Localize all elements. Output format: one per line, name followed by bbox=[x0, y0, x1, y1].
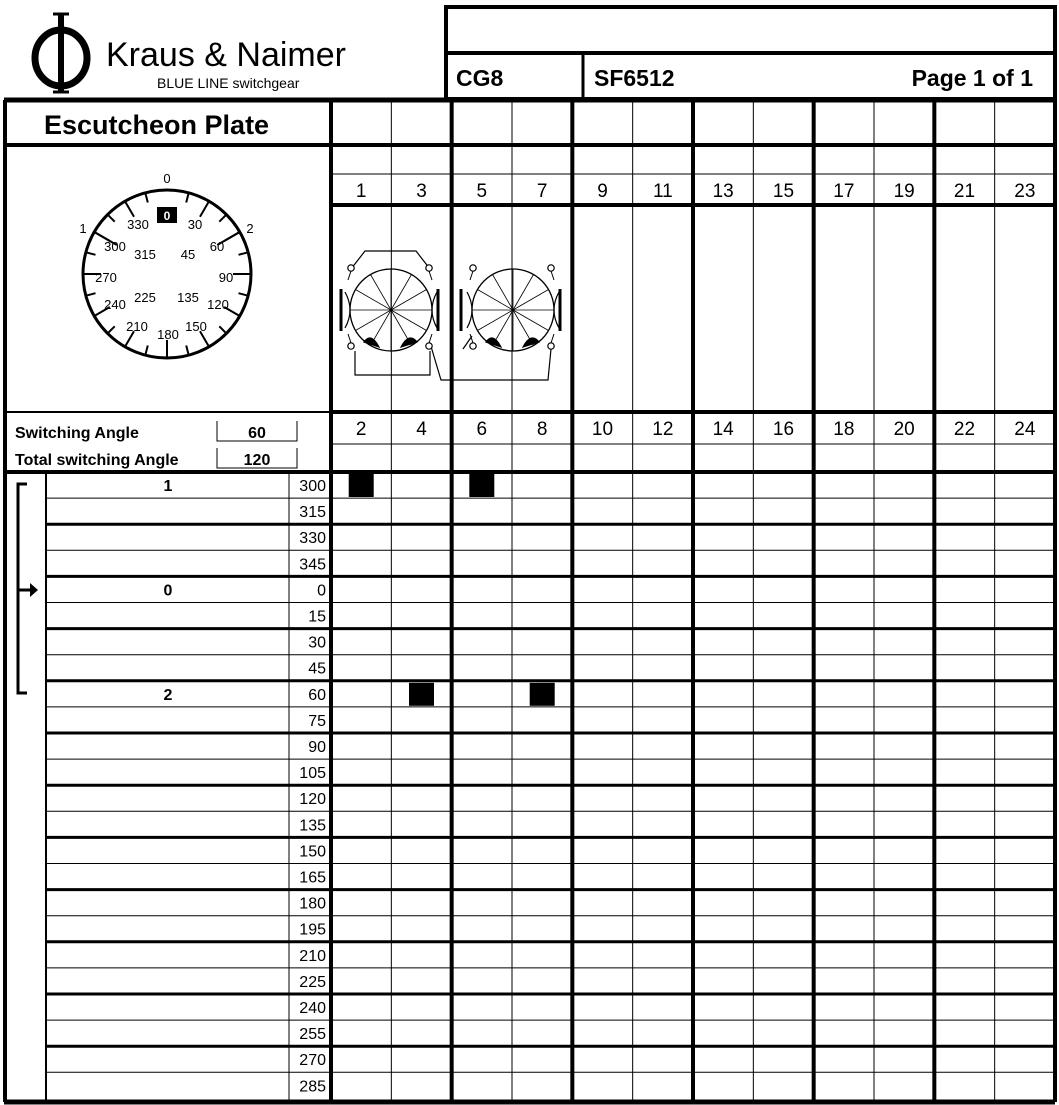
terminal-top-label: 17 bbox=[833, 181, 855, 202]
wire bbox=[351, 251, 430, 269]
position-angle: 75 bbox=[308, 712, 326, 730]
terminal-top-label: 3 bbox=[416, 181, 427, 202]
terminal-bottom-label: 8 bbox=[536, 419, 548, 440]
dial-angle-label: 315 bbox=[134, 247, 156, 262]
position-angle: 315 bbox=[299, 504, 326, 522]
terminal-point bbox=[426, 343, 432, 349]
terminal-point bbox=[426, 265, 432, 271]
position-angle: 255 bbox=[299, 1026, 326, 1044]
terminal-top-label: 7 bbox=[536, 181, 548, 202]
switch-range-bracket bbox=[17, 484, 38, 693]
dial-angle-label: 240 bbox=[104, 297, 126, 312]
terminal-top-label: 23 bbox=[1014, 181, 1036, 202]
dial-tick bbox=[108, 326, 115, 333]
brand-logo bbox=[35, 14, 346, 92]
position-angle: 60 bbox=[308, 686, 326, 704]
dial-tick bbox=[200, 201, 209, 217]
wire bbox=[355, 351, 430, 375]
page-indicator: Page 1 of 1 bbox=[911, 65, 1033, 91]
dial-angle-label: 180 bbox=[157, 327, 179, 342]
terminal-bottom-label: 6 bbox=[476, 419, 488, 440]
dial-off-marker-label: 0 bbox=[163, 209, 171, 223]
terminal-bottom-label: 12 bbox=[652, 419, 674, 440]
position-angle: 180 bbox=[299, 895, 326, 913]
terminal-top-label: 21 bbox=[953, 181, 976, 202]
position-label: 2 bbox=[163, 686, 173, 704]
dial-tick bbox=[219, 215, 226, 222]
dial-tick bbox=[219, 326, 226, 333]
dial-angle-label: 90 bbox=[218, 270, 234, 285]
dial-angle-label: 135 bbox=[177, 290, 199, 305]
position-angle: 15 bbox=[308, 608, 326, 626]
terminal-top-label: 11 bbox=[652, 181, 673, 202]
position-angle: 105 bbox=[299, 765, 326, 783]
dial-angle-label: 120 bbox=[207, 297, 229, 312]
dial-angle-label: 45 bbox=[180, 247, 196, 262]
switching-angle-label: Switching Angle bbox=[15, 425, 139, 442]
terminal-top-label: 5 bbox=[476, 181, 488, 202]
dial-tick bbox=[145, 346, 148, 356]
terminal-top-label: 1 bbox=[355, 181, 367, 202]
dial-tick bbox=[86, 293, 96, 296]
terminal-point bbox=[470, 265, 476, 271]
dial-tick bbox=[186, 193, 189, 203]
brand-name: Kraus & Naimer bbox=[106, 36, 346, 74]
position-angle: 345 bbox=[299, 556, 326, 574]
dial-angle-label: 330 bbox=[127, 217, 149, 232]
dial-angle-label: 210 bbox=[126, 319, 148, 334]
position-angle: 30 bbox=[308, 634, 326, 652]
terminal-point bbox=[348, 265, 354, 271]
position-angle: 120 bbox=[299, 791, 326, 809]
contact-wafer bbox=[467, 265, 559, 351]
series-code: CG8 bbox=[456, 65, 504, 91]
dial-position-0: 0 bbox=[163, 171, 171, 186]
position-angle: 90 bbox=[308, 739, 326, 756]
terminal-top-label: 19 bbox=[893, 181, 915, 202]
position-label: 0 bbox=[163, 582, 173, 600]
escutcheon-title: Escutcheon Plate bbox=[44, 110, 270, 140]
position-angle: 300 bbox=[299, 478, 326, 495]
dial-angle-label: 270 bbox=[95, 270, 117, 285]
left-panel-frame bbox=[4, 100, 1055, 1102]
total-switching-angle-label: Total switching Angle bbox=[15, 452, 179, 469]
position-angle: 330 bbox=[299, 530, 326, 548]
dial-angle-label: 60 bbox=[209, 239, 225, 254]
dial-position-1: 1 bbox=[79, 221, 87, 236]
escutcheon-dial bbox=[79, 171, 253, 358]
closed-contact-mark bbox=[349, 474, 374, 497]
wire bbox=[430, 343, 551, 380]
position-angle: 45 bbox=[308, 660, 326, 678]
switching-angle-value: 60 bbox=[248, 425, 266, 442]
position-angle: 240 bbox=[299, 1000, 326, 1017]
position-angle: 225 bbox=[299, 973, 326, 991]
position-label: 1 bbox=[163, 478, 173, 495]
dial-position-2: 2 bbox=[246, 221, 254, 236]
brand-tagline: BLUE LINE switchgear bbox=[157, 75, 300, 91]
dial-tick bbox=[108, 215, 115, 222]
closed-contact-mark bbox=[469, 474, 494, 497]
position-angle: 165 bbox=[299, 869, 326, 887]
position-angle: 150 bbox=[299, 843, 326, 861]
dial-angle-label: 225 bbox=[134, 290, 156, 305]
dial-angle-label: 300 bbox=[104, 239, 126, 254]
terminal-point bbox=[548, 343, 554, 349]
terminal-bottom-label: 2 bbox=[355, 419, 367, 440]
position-angle: 195 bbox=[299, 921, 326, 939]
dial-angle-label: 30 bbox=[187, 217, 203, 232]
terminal-bottom-label: 10 bbox=[591, 419, 614, 440]
dial-angle-label: 150 bbox=[185, 319, 207, 334]
dial-tick bbox=[145, 193, 148, 203]
terminal-bottom-label: 20 bbox=[893, 419, 915, 440]
program-number: SF6512 bbox=[594, 65, 675, 91]
position-angle: 270 bbox=[299, 1052, 326, 1070]
dial-tick bbox=[239, 252, 249, 255]
closed-contact-mark bbox=[409, 683, 434, 706]
position-angle: 0 bbox=[317, 582, 326, 600]
terminal-point bbox=[548, 265, 554, 271]
terminal-top-label: 9 bbox=[597, 181, 608, 202]
dial-tick bbox=[86, 252, 96, 255]
terminal-bottom-label: 22 bbox=[953, 419, 976, 440]
dial-tick bbox=[125, 201, 134, 217]
position-angle: 285 bbox=[299, 1078, 326, 1096]
closed-contact-mark bbox=[530, 683, 555, 706]
terminal-bottom-label: 18 bbox=[833, 419, 855, 440]
total-switching-angle-value: 120 bbox=[243, 452, 271, 469]
off-position-arrow-icon bbox=[30, 583, 38, 597]
terminal-point bbox=[348, 343, 354, 349]
position-angle: 135 bbox=[299, 817, 326, 835]
contact-wafer bbox=[345, 265, 437, 351]
dial-tick bbox=[186, 346, 189, 356]
terminal-bottom-label: 16 bbox=[772, 419, 795, 440]
terminal-bottom-label: 14 bbox=[712, 419, 734, 440]
terminal-bottom-label: 24 bbox=[1014, 419, 1036, 440]
terminal-top-label: 13 bbox=[712, 181, 734, 202]
terminal-top-label: 15 bbox=[772, 181, 795, 202]
dial-tick bbox=[239, 293, 249, 296]
position-angle: 210 bbox=[299, 947, 326, 965]
terminal-bottom-label: 4 bbox=[416, 419, 427, 440]
terminal-point bbox=[470, 343, 476, 349]
